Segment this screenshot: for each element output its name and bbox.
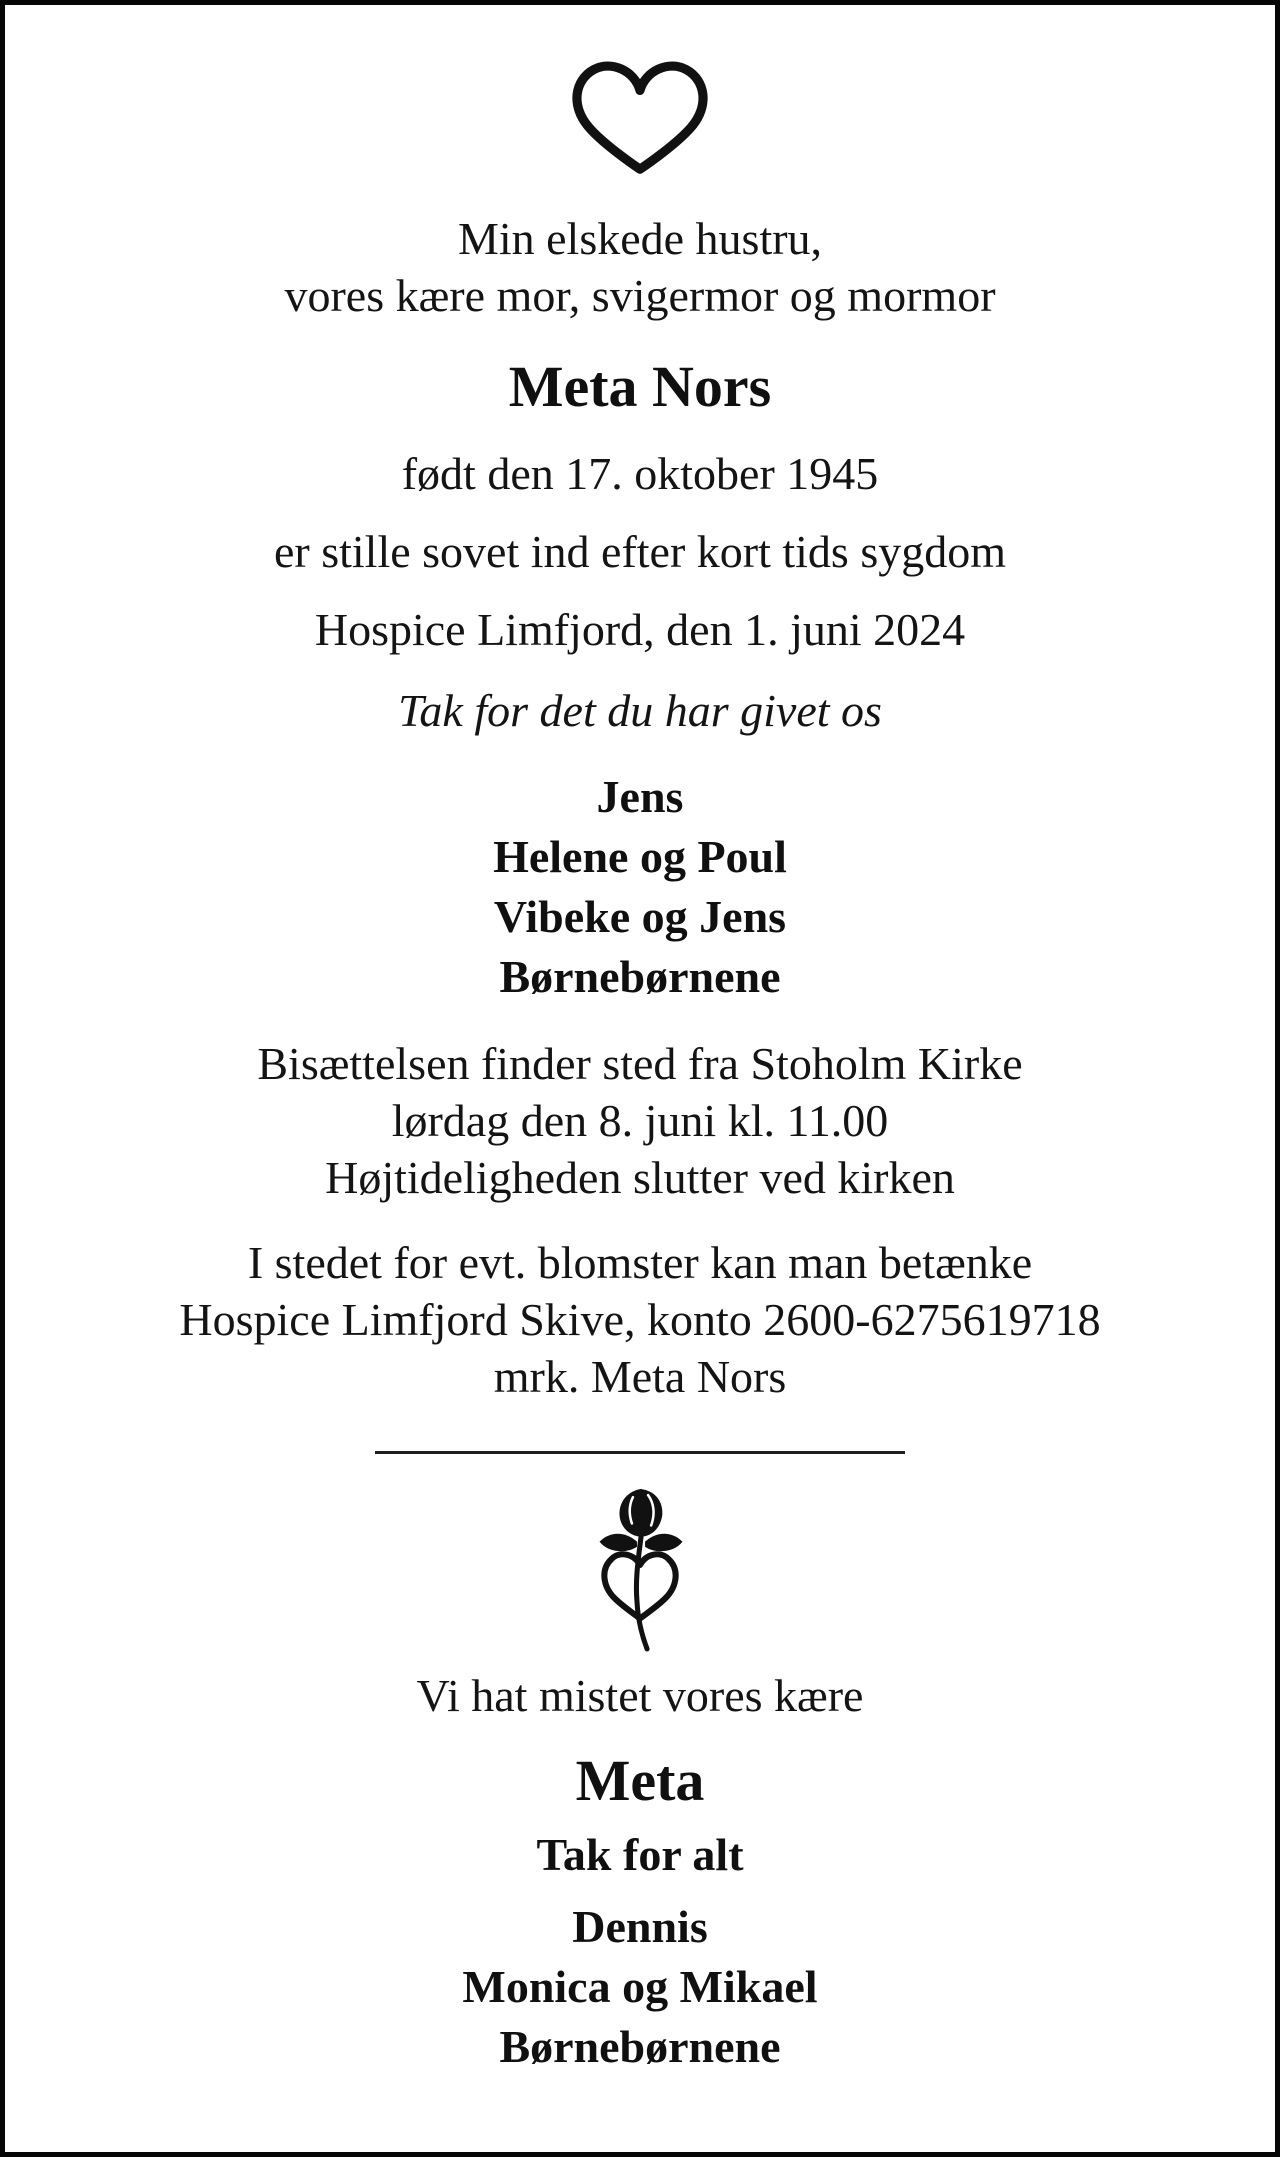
donation-line: I stedet for evt. blomster kan man betænke <box>247 1237 1033 1288</box>
donation-line: Hospice Limfjord Skive, konto 2600-6275619718 <box>179 1294 1101 1345</box>
mourner-line: Børnebørnene <box>499 2021 781 2072</box>
mourner-line: Jens <box>596 771 684 822</box>
thanks-line: Tak for alt <box>536 1829 744 1880</box>
bottom-intro-line: Vi hat mistet vores kære <box>416 1670 864 1721</box>
rose-heart-icon <box>584 1484 696 1656</box>
ceremony-info <box>5 1035 1275 1206</box>
donation-info <box>5 1234 1275 1405</box>
mourner-line: Helene og Poul <box>493 831 787 882</box>
mourner-line: Dennis <box>572 1901 708 1952</box>
mourner-line: Børnebørnene <box>499 951 781 1002</box>
intro-line-1: Min elskede hustru, <box>457 213 823 264</box>
donation-line: mrk. Meta Nors <box>493 1351 787 1402</box>
section-divider <box>375 1451 905 1454</box>
passing-line: er stille sovet ind efter kort tids sygdom <box>273 526 1007 577</box>
ceremony-line: Bisættelsen finder sted fra Stoholm Kirke <box>257 1038 1023 1089</box>
bottom-mourners-list <box>5 1897 1275 2077</box>
memorial-quote: Tak for det du har givet os <box>398 685 882 736</box>
rose-icon-wrap <box>5 1484 1275 1661</box>
ceremony-line: Højtideligheden slutter ved kirken <box>325 1152 955 1203</box>
heart-icon-wrap <box>5 55 1275 186</box>
bottom-deceased-name: Meta <box>575 1748 705 1813</box>
deceased-name: Meta Nors <box>508 354 772 419</box>
mourners-list <box>5 767 1275 1007</box>
birth-line: født den 17. oktober 1945 <box>401 448 879 499</box>
heart-icon <box>561 55 719 181</box>
ceremony-line: lørdag den 8. juni kl. 11.00 <box>391 1095 889 1146</box>
mourner-line: Monica og Mikael <box>462 1961 818 2012</box>
intro-line-2: vores kære mor, svigermor og mormor <box>284 270 996 321</box>
place-date-line: Hospice Limfjord, den 1. juni 2024 <box>314 604 966 655</box>
mourner-line: Vibeke og Jens <box>493 891 787 942</box>
